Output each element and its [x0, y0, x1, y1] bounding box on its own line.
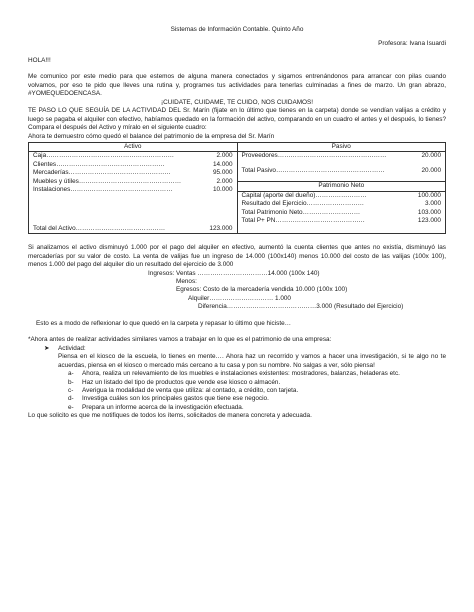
pn-header: Patrimonio Neto — [238, 181, 446, 191]
activo-row: Clientes …………………………………………… 14.000 — [33, 160, 233, 168]
list-item: e- Prepara un informe acerca de la investigación efectuada. — [68, 403, 244, 411]
reflect-line: Esto es a modo de reflexionar lo que quedó en la carpeta y repasar lo último que hiciste… — [36, 319, 292, 327]
pn-row: Resultado del Ejercicio ……………………… 3.000 — [241, 200, 441, 208]
activo-row: Muebles y útiles ………………………………………… 2.000 — [33, 177, 233, 185]
list-item: d- Investiga cuáles son los principales gastos que tiene ese negocio. — [68, 395, 269, 403]
greeting: HOLA!!! — [28, 56, 51, 64]
activo-row: Caja …………………………………………………… 2.000 — [33, 152, 233, 160]
arrow-bullet-icon: ➤ — [44, 344, 50, 352]
pn-row: Capital (aporte del dueño) …………………… 100.000 — [241, 191, 441, 199]
total-pasivo-row: Total Pasivo …………………………………………… 20.000 — [241, 166, 441, 174]
actividad-bullet — [28, 345, 446, 353]
total-activo-row: Total del Activo …………………………………… 123.000 — [33, 224, 233, 232]
pn-row: Total P+ PN …………………………………… 123.000 — [241, 217, 441, 225]
balance-table — [28, 142, 446, 234]
actividad-body: Piensa en el kiosco de la escuela, lo tienes en mente…. Ahora haz un recorrido y vamos a hacer una investigación, si te algo no te acuerdas, piensa en el kiosco o mercado más cercano a tu casa y pon su nombre. No salgas a ver, sólo piensa! — [58, 353, 446, 369]
slogan: ¡CUIDATE, CUIDAME, TE CUIDO, NOS CUIDAMOS! — [160, 98, 314, 106]
list-item: b- Haz un listado del tipo de productos que vende ese kiosco o almacén. — [68, 378, 281, 386]
pasivo-column — [238, 143, 446, 233]
actividad-label: Actividad: — [58, 344, 86, 352]
calc-egresos: Egresos: Costo de la mercadería vendida 10.000 (100x 100) — [176, 286, 348, 294]
pn-row: Total Patrimonio Neto ……………………… 103.000 — [241, 208, 441, 216]
calc-alquiler: Alquiler………………………… 1.000 — [188, 294, 291, 302]
calc-menos: Menos: — [176, 277, 197, 285]
activo-header: Activo — [29, 143, 237, 152]
activity-list — [28, 370, 446, 412]
document-title: Sistemas de Información Contable. Quinto Año — [170, 26, 304, 33]
teacher-name: Profesora: Ivana Isuardi — [378, 40, 446, 48]
activity-intro-paragraph: TE PASO LO QUE SEGUÍA DE LA ACTIVIDAD DEL Sr. Marín (fijate en lo último que tienes en la carpeta) donde se vendían valijas a crédito y luego se pagaba el alquiler con efectivo, habíamos quedado en la formación del activo, comparando en un cuadro el antes y el después, lo tienes? Compara el después del Activo y míralo en el siguiente cuadro: — [28, 107, 446, 132]
pasivo-row: Proveedores …………………………………………… 20.000 — [241, 152, 441, 160]
document-page — [28, 26, 446, 421]
calc-diferencia: Diferencia……………………………………3.000 (Resultado del Ejercicio) — [198, 303, 404, 311]
activo-column — [29, 143, 238, 233]
now-line: *Ahora antes de realizar actividades similares vamos a trabajar en lo que es el patrimonio de una empresa: — [28, 336, 332, 344]
closing-line: Lo que solicito es que me notifiques de todos los ítems, solicitados de manera concreta y adecuada. — [28, 412, 312, 420]
pasivo-header: Pasivo — [238, 143, 446, 152]
list-item: a- Ahora, realiza un relevamiento de los muebles e instalaciones existentes: mostradores, balanzas, heladeras etc. — [68, 370, 400, 378]
activo-row: Instalaciones ………………………………………… 10.000 — [33, 186, 233, 194]
calc-ingresos: Ingresos: Ventas ……………………………14.000 (100x 140) — [148, 269, 320, 277]
intro-paragraph: Me comunico por este medio para que estemos de alguna manera conectados y sigamos entrenándonos para arrancar con pilas cuando volvamos, por eso te pido que lleves una rutina y, programes tus actividades para tenerlas culminadas a fines de marzo. Un gran abrazo, #YOMEQUEDOENCASA. — [28, 73, 446, 98]
activo-row: Mercaderías ………………………………………… 95.000 — [33, 169, 233, 177]
list-item: c- Averigua la modalidad de venta que utiliza: al contado, a crédito, con tarjeta. — [68, 386, 299, 394]
analysis-paragraph: Si analizamos el activo disminuyó 1.000 por el pago del alquiler en efectivo, aumentó la cuenta clientes que antes no existía, disminuyó las mercaderías por su valor de costo. La venta de valijas fue un ingreso de 14.000 (100x140) menos 10.000 del costo de las valijas (100x 100), menos 1.000 del pago del alquiler dio un resultado del ejercicio de 3.000 — [28, 244, 446, 269]
balance-intro: Ahora te demuestro cómo quedó el balance del patrimonio de la empresa del Sr. Marín — [28, 132, 275, 140]
